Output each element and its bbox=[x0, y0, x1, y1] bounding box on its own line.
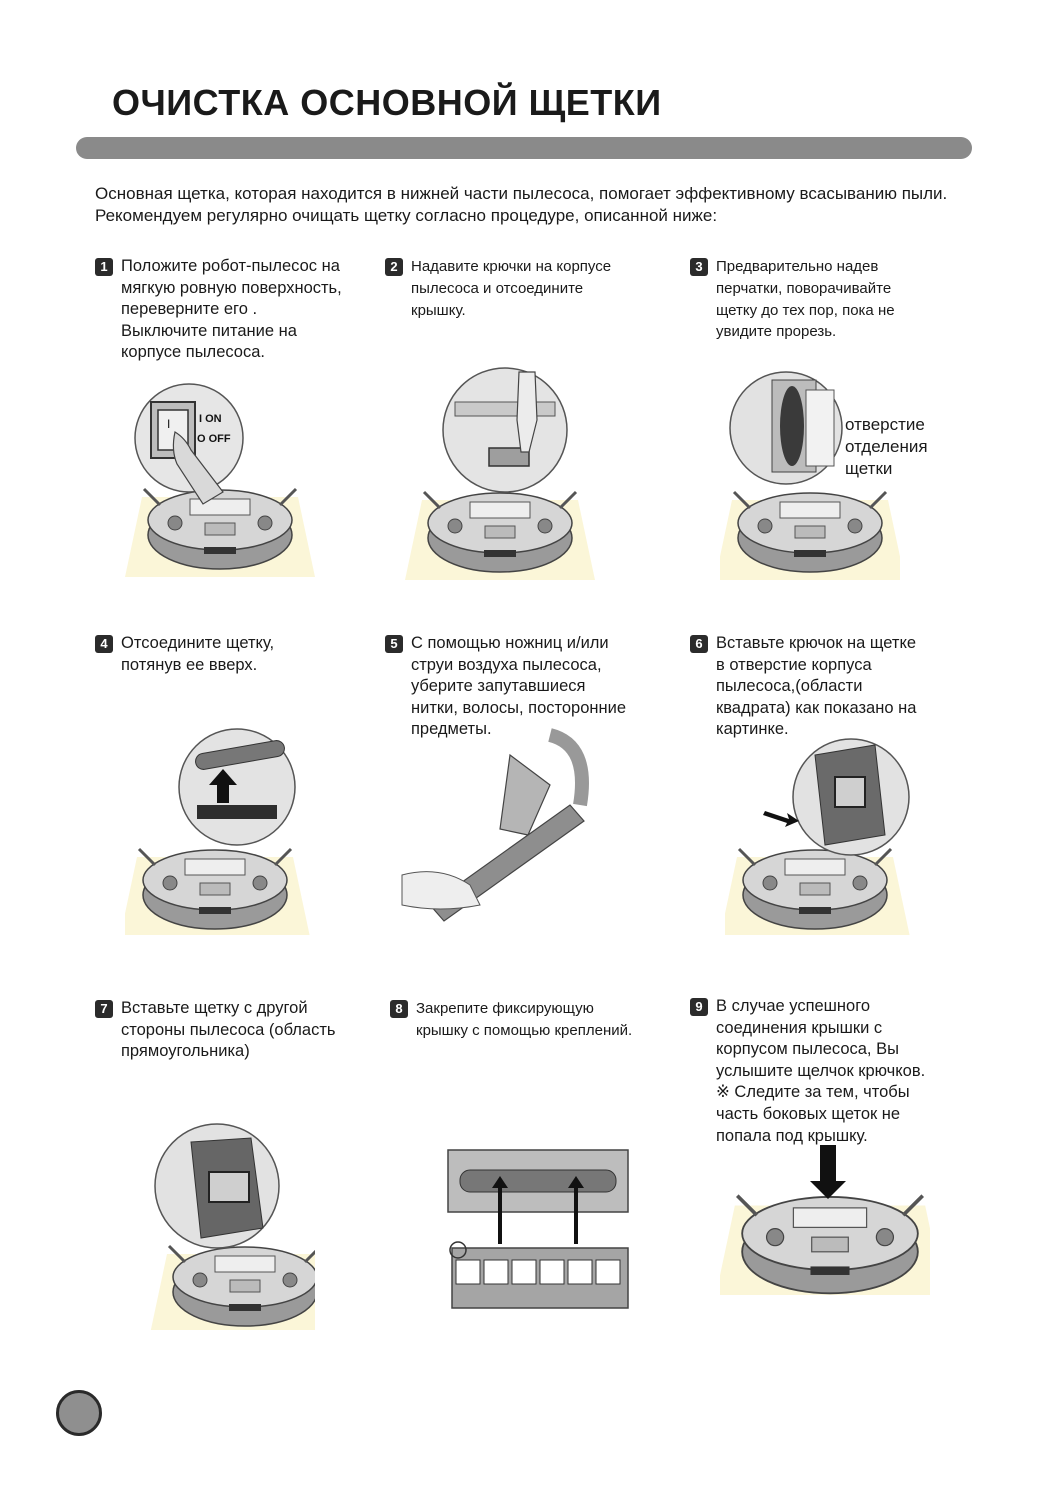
step-text: Вставьте крючок на щетке в отверстие корпуса пылесоса,(области квадрата) как показано на картинке. bbox=[716, 634, 917, 739]
step-text: Предварительно надев перчатки, поворачивайте щетку до тех пор, пока не увидите прорезь. bbox=[716, 258, 895, 341]
step-number-badge: 5 bbox=[385, 635, 403, 653]
step-8 bbox=[390, 998, 680, 1042]
step-9-note: ※ Следите за тем, чтобы часть боковых щеток не попала под крышку. bbox=[716, 1083, 910, 1145]
step-text: Надавите крючки на корпусе пылесоса и отсоедините крышку. bbox=[411, 258, 612, 319]
title-divider-bar bbox=[76, 137, 972, 159]
step-4-illustration bbox=[125, 725, 315, 935]
step-text: Закрепите фиксирующую крышку с помощью креплений. bbox=[416, 1000, 633, 1039]
right-arrow-icon bbox=[763, 811, 799, 827]
step-1 bbox=[95, 256, 375, 364]
step-2 bbox=[385, 256, 675, 321]
page-number-marker bbox=[56, 1390, 102, 1436]
hose-icon bbox=[550, 735, 582, 805]
step-1-illustration bbox=[125, 380, 315, 580]
step-4 bbox=[95, 633, 375, 676]
step-7 bbox=[95, 998, 375, 1063]
step-number-badge: 9 bbox=[690, 998, 708, 1016]
step-text: Вставьте щетку с другой стороны пылесоса (область прямоугольника) bbox=[121, 999, 336, 1061]
step-number-badge: 7 bbox=[95, 1000, 113, 1018]
step-5-illustration bbox=[400, 725, 610, 935]
step-6-illustration bbox=[725, 735, 915, 935]
step-text: В случае успешного соединения крышки с корпусом пылесоса, Вы услышите щелчок крючков. bbox=[716, 997, 926, 1080]
step-number-badge: 3 bbox=[690, 258, 708, 276]
step-8-illustration bbox=[440, 1140, 635, 1320]
down-arrow-icon bbox=[810, 1145, 846, 1199]
step-number-badge: 4 bbox=[95, 635, 113, 653]
vacuum-nozzle-icon bbox=[500, 755, 550, 835]
page-title: ОЧИСТКА ОСНОВНОЙ ЩЕТКИ bbox=[112, 82, 662, 123]
step-6 bbox=[690, 633, 970, 741]
step-7-illustration bbox=[125, 1120, 315, 1330]
step-text: Положите робот-пылесос на мягкую ровную поверхность, переверните его . Выключите питание на корпусе пылесоса. bbox=[121, 257, 342, 362]
step-9 bbox=[690, 996, 970, 1147]
switch-mark-label: I bbox=[167, 417, 171, 431]
intro-paragraph: Основная щетка, которая находится в нижней части пылесоса, помогает эффективному всасыванию пыли. Рекомендуем регулярно очищать щетку согласно процедуре, описанной ниже: bbox=[95, 184, 948, 225]
step-number-badge: 2 bbox=[385, 258, 403, 276]
step-text: С помощью ножниц и/или струи воздуха пылесоса, уберите запутавшиеся нитки, волосы, посторонние предметы. bbox=[411, 634, 627, 739]
step-text: Отсоедините щетку, потянув ее вверх. bbox=[121, 634, 275, 674]
step-9-illustration bbox=[720, 1145, 930, 1295]
brush-slot-callout: отверстие отделения щетки bbox=[845, 415, 928, 478]
step-number-badge: 8 bbox=[390, 1000, 408, 1018]
step-number-badge: 1 bbox=[95, 258, 113, 276]
step-3 bbox=[690, 256, 970, 343]
step-2-illustration bbox=[405, 360, 595, 580]
switch-off-label: O OFF bbox=[197, 433, 231, 445]
step-number-badge: 6 bbox=[690, 635, 708, 653]
switch-on-label: I ON bbox=[199, 413, 222, 425]
